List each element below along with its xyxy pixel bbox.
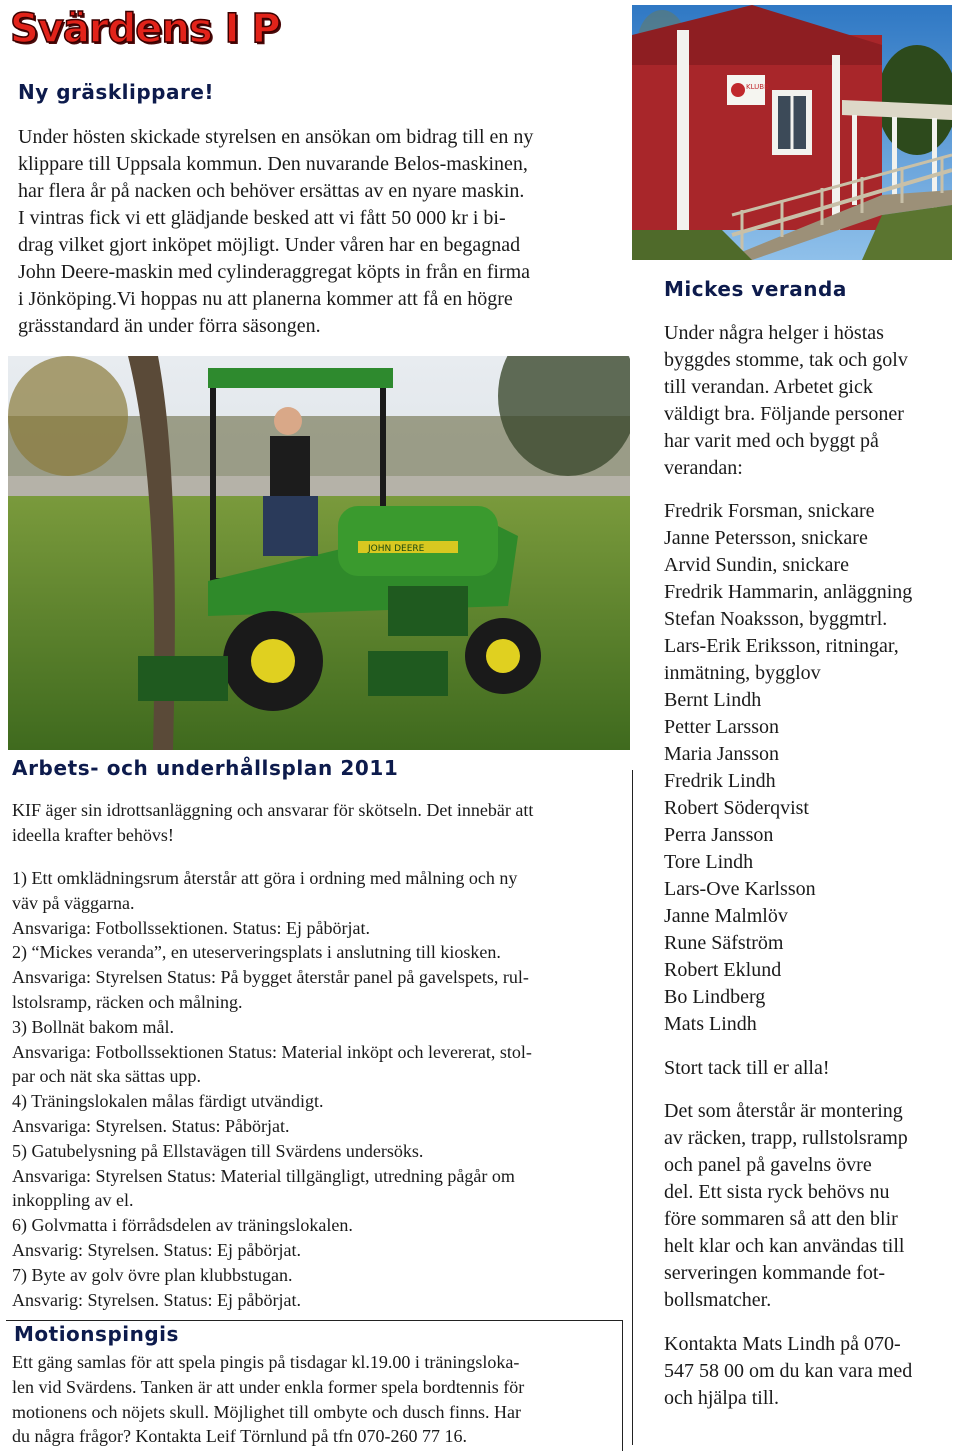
veranda-remaining-line: och panel på gavelns övre <box>664 1154 872 1176</box>
plan-item-line: Ansvarig: Styrelsen. Status: Ej påbörjat. <box>12 1239 301 1260</box>
mower-line: John Deere-maskin med cylinderaggregat köpts in från en firma <box>18 261 531 283</box>
pingis-line: len vid Svärdens. Tanken är att under enkla former spela bordtennis för <box>12 1376 525 1397</box>
veranda-heading: Mickes veranda <box>664 277 847 301</box>
veranda-intro-line: byggdes stomme, tak och golv <box>664 349 908 371</box>
list-item: Stefan Noaksson, byggmtrl. <box>664 608 888 630</box>
pingis-line: Ett gäng samlas för att spela pingis på tisdagar kl.19.00 i träningsloka- <box>12 1352 520 1372</box>
mower-line: I vintras fick vi ett glädjande besked att vi fått 50 000 kr i bi- <box>18 207 506 229</box>
plan-item-line: inkoppling av el. <box>12 1190 134 1211</box>
veranda-contact-line: 547 58 00 om du kan vara med <box>664 1360 913 1382</box>
list-item: Fredrik Forsman, snickare <box>664 500 875 522</box>
mower-line: Under hösten skickade styrelsen en ansökan om bidrag till en ny <box>18 126 534 148</box>
page-title: Svärdens I P <box>10 6 280 52</box>
column-divider <box>632 770 633 1445</box>
plan-item-line: 1) Ett omklädningsrum återstår att göra i ordning med målning och ny <box>12 868 518 888</box>
veranda-intro-line: har varit med och byggt på <box>664 430 879 452</box>
plan-item-line: 4) Träningslokalen målas färdigt utvändigt. <box>12 1091 324 1112</box>
mower-line: har flera år på nacken och behöver ersättas av en nyare maskin. <box>18 180 525 202</box>
plan-item-line: Ansvariga: Styrelsen. Status: Påbörjat. <box>12 1115 290 1136</box>
plan-item-line: 6) Golvmatta i förrådsdelen av träningslokalen. <box>12 1215 353 1236</box>
plan-items <box>12 866 627 1312</box>
list-item: Bernt Lindh <box>664 689 762 711</box>
plan-item-line: 7) Byte av golv övre plan klubbstugan. <box>12 1264 293 1285</box>
pingis-line: motionens och nöjets skull. Möjlighet till ombyte och dusch finns. Har <box>12 1401 521 1422</box>
veranda-people-list <box>664 498 954 1038</box>
plan-item-line: väv på väggarna. <box>12 892 135 913</box>
list-item: Petter Larsson <box>664 716 779 738</box>
veranda-remaining-line: av räcken, trapp, rullstolsramp <box>664 1127 908 1149</box>
list-item: Fredrik Lindh <box>664 770 776 792</box>
plan-item-line: Ansvariga: Styrelsen Status: På bygget återstår panel på gavelspets, rul- <box>12 967 529 988</box>
plan-intro-line: KIF äger sin idrottsanläggning och ansvarar för skötseln. Det innebär att <box>12 800 534 820</box>
list-item: Lars-Ove Karlsson <box>664 878 816 900</box>
veranda-remaining-line: Det som återstår är montering <box>664 1100 903 1122</box>
list-item: Robert Eklund <box>664 959 782 981</box>
mower-line: klippare till Uppsala kommun. Den nuvarande Belos-maskinen, <box>18 153 528 175</box>
pingis-text <box>12 1350 624 1449</box>
plan-item-line: 2) “Mickes veranda”, en uteserveringsplats i anslutning till kiosken. <box>12 942 501 963</box>
pingis-line: du några frågor? Kontakta Leif Törnlund på tfn 070-260 77 16. <box>12 1426 468 1447</box>
plan-intro <box>12 798 627 848</box>
mower-line: drag vilket gjort inköpet möjligt. Under våren har en begagnad <box>18 234 521 256</box>
plan-item-line: 5) Gatubelysning på Ellstavägen till Svärdens undersöks. <box>12 1140 424 1161</box>
mower-line: i Jönköping.Vi hoppas nu att planerna kommer att få en högre <box>18 288 513 310</box>
list-item: Rune Säfström <box>664 932 784 954</box>
mower-line: grässtandard än under förra säsongen. <box>18 315 321 337</box>
veranda-remaining-line: serveringen kommande fot- <box>664 1262 886 1284</box>
list-item: Janne Petersson, snickare <box>664 527 868 549</box>
list-item: Perra Jansson <box>664 824 774 846</box>
pingis-heading: Motionspingis <box>14 1322 179 1346</box>
veranda-remaining-line: del. Ett sista ryck behövs nu <box>664 1181 890 1203</box>
veranda-intro-line: Under några helger i höstas <box>664 322 884 344</box>
clubhouse-sign-text: KLUBB <box>746 83 769 91</box>
veranda-intro-line: verandan: <box>664 457 743 479</box>
mower-article <box>18 124 618 340</box>
veranda-intro <box>664 320 954 482</box>
mower-brand-text: JOHN DEERE <box>368 544 425 554</box>
mower-photo <box>8 356 630 750</box>
veranda-remaining-line: före sommaren så att den blir <box>664 1208 898 1230</box>
plan-heading: Arbets- och underhållsplan 2011 <box>12 756 399 780</box>
plan-item-line: Ansvarig: Styrelsen. Status: Ej påbörjat. <box>12 1289 301 1310</box>
list-item: Mats Lindh <box>664 1013 757 1035</box>
plan-item-line: Ansvariga: Fotbollssektionen Status: Material inköpt och levererat, stol- <box>12 1041 532 1062</box>
mower-heading: Ny gräsklippare! <box>18 80 215 104</box>
veranda-intro-line: till verandan. Arbetet gick <box>664 376 873 398</box>
veranda-remaining-line: helt klar och kan användas till <box>664 1235 905 1257</box>
veranda-thanks: Stort tack till er alla! <box>664 1057 830 1079</box>
plan-item-line: 3) Bollnät bakom mål. <box>12 1016 174 1037</box>
list-item: Fredrik Hammarin, anläggning <box>664 581 913 603</box>
veranda-intro-line: väldigt bra. Följande personer <box>664 403 904 425</box>
veranda-contact <box>664 1331 954 1412</box>
plan-item-line: lstolsramp, räcken och målning. <box>12 991 243 1012</box>
veranda-contact-line: och hjälpa till. <box>664 1387 779 1409</box>
plan-intro-line: ideella krafter behövs! <box>12 824 174 845</box>
veranda-remaining-line: bollsmatcher. <box>664 1289 772 1311</box>
clubhouse-photo <box>632 5 952 260</box>
list-item: Bo Lindberg <box>664 986 766 1008</box>
list-item: Arvid Sundin, snickare <box>664 554 849 576</box>
plan-item-line: Ansvariga: Styrelsen Status: Material tillgängligt, utredning pågår om <box>12 1165 515 1186</box>
veranda-contact-line: Kontakta Mats Lindh på 070- <box>664 1333 901 1355</box>
plan-item-line: Ansvariga: Fotbollssektionen. Status: Ej påbörjat. <box>12 917 370 938</box>
list-item: Maria Jansson <box>664 743 779 765</box>
veranda-remaining <box>664 1098 954 1314</box>
list-item: Lars-Erik Eriksson, ritningar, <box>664 635 899 657</box>
list-item: Janne Malmlöv <box>664 905 788 927</box>
list-item: Robert Söderqvist <box>664 797 809 819</box>
plan-item-line: par och nät ska sättas upp. <box>12 1066 201 1087</box>
list-item: Tore Lindh <box>664 851 754 873</box>
list-item: inmätning, bygglov <box>664 662 821 684</box>
